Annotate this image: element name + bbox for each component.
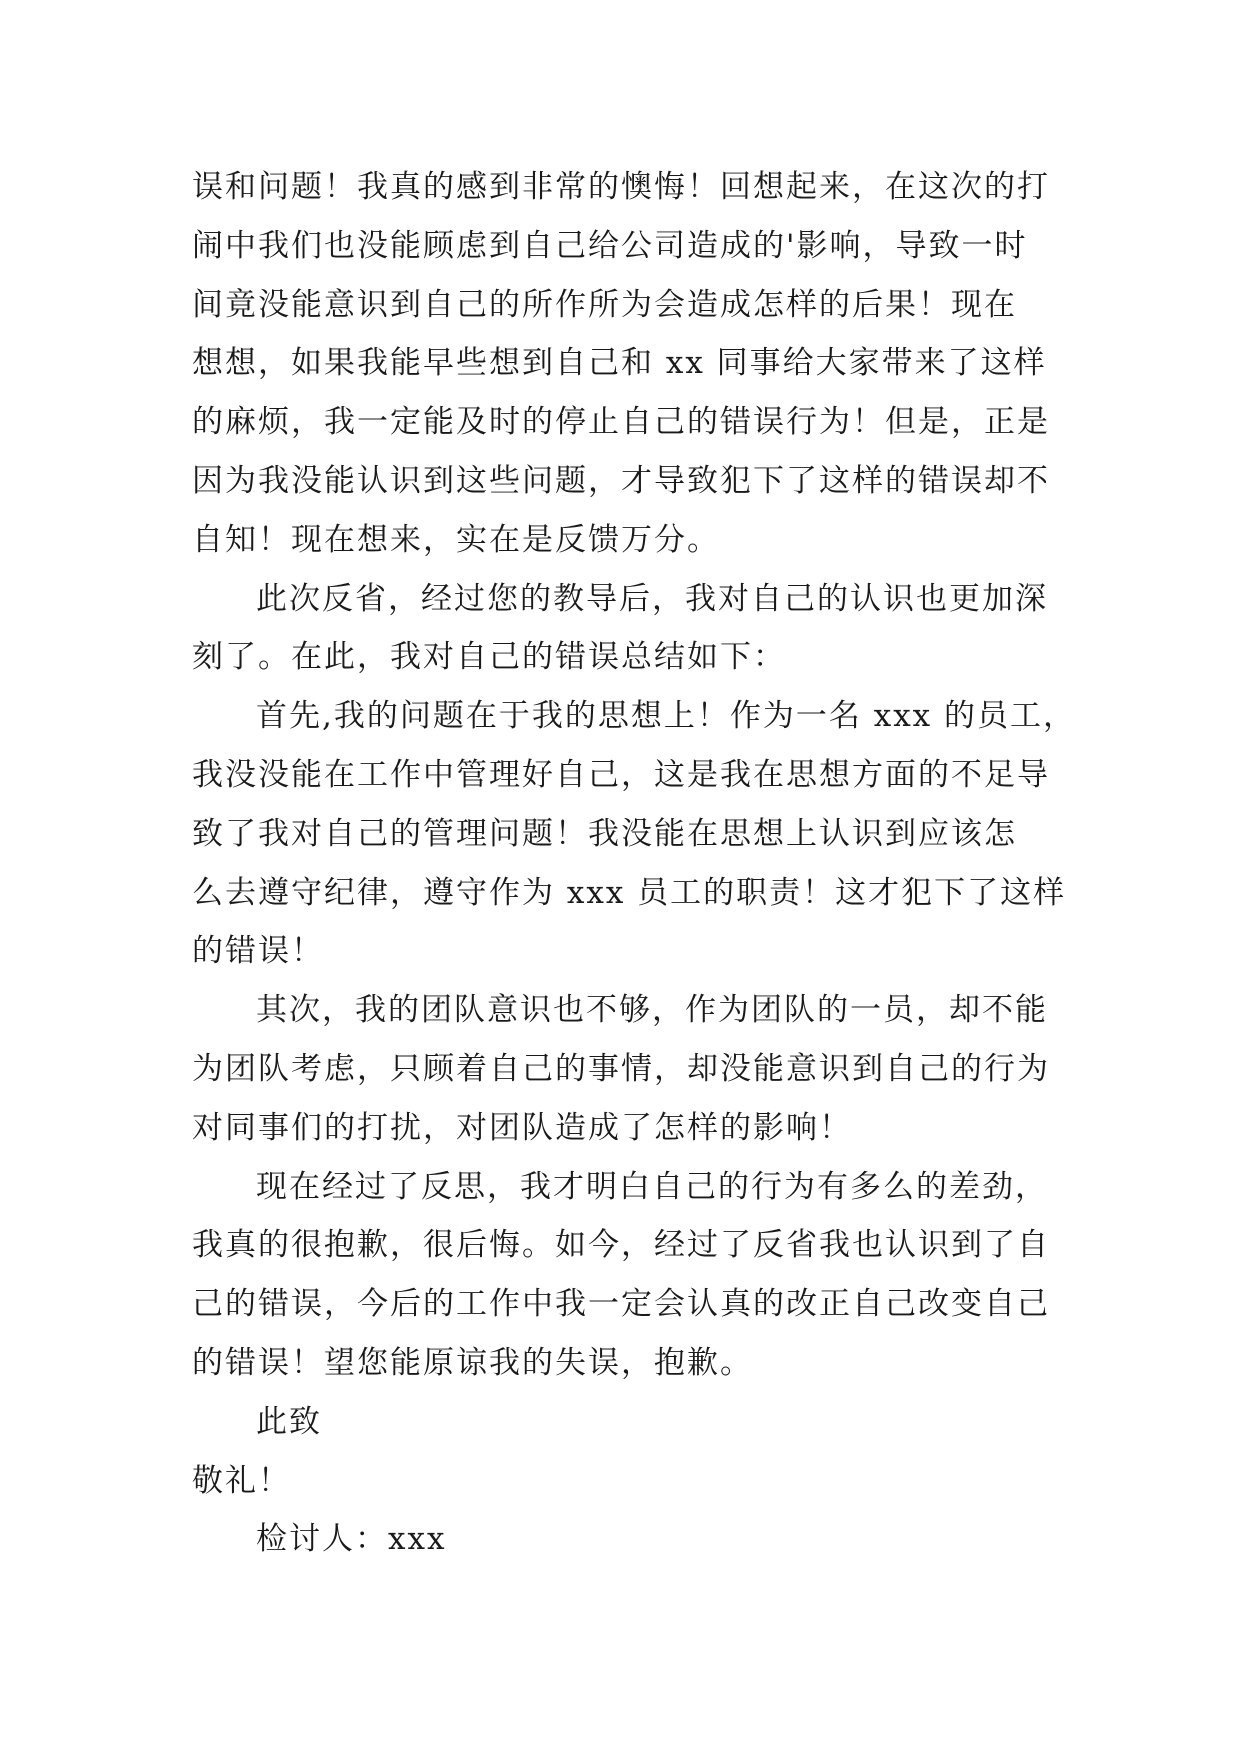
text-line: 对同事们的打扰，对团队造成了怎样的影响！	[192, 1109, 852, 1146]
text-line: 因为我没能认识到这些问题，才导致犯下了这样的错误却不	[192, 462, 1050, 499]
text-line: 么去遵守纪律，遵守作为 xxx 员工的职责！这才犯下了这样	[192, 874, 1067, 911]
closing-salutation: 此致	[256, 1403, 322, 1440]
document-body	[192, 158, 1077, 1569]
text-line: 刻了。在此，我对自己的错误总结如下：	[192, 639, 786, 676]
text-line: 我没没能在工作中管理好自己，这是我在思想方面的不足导	[192, 756, 1050, 793]
text-line: 自知！现在想来，实在是反馈万分。	[192, 521, 720, 558]
text-line: 的错误！	[192, 933, 324, 970]
text-line: 为团队考虑，只顾着自己的事情，却没能意识到自己的行为	[192, 1050, 1050, 1087]
text-line: 我真的很抱歉，很后悔。如今，经过了反省我也认识到了自	[192, 1227, 1050, 1264]
text-line: 己的错误，今后的工作中我一定会认真的改正自己改变自己	[192, 1286, 1050, 1323]
text-line: 间竟没能意识到自己的所作所为会造成怎样的后果！现在	[192, 286, 1017, 323]
signature-line: 检讨人：xxx	[256, 1521, 447, 1558]
text-line: 想想，如果我能早些想到自己和 xx 同事给大家带来了这样	[192, 345, 1047, 382]
text-line: 的错误！望您能原谅我的失误，抱歉。	[192, 1344, 753, 1381]
paragraph-start-line: 此次反省，经过您的教导后，我对自己的认识也更加深	[256, 580, 1048, 617]
paragraph-start-line: 现在经过了反思，我才明白自己的行为有多么的差劲，	[256, 1168, 1048, 1205]
text-line: 致了我对自己的管理问题！我没能在思想上认识到应该怎	[192, 815, 1017, 852]
closing-regards: 敬礼！	[192, 1462, 291, 1499]
paragraph-start-line: 首先,我的问题在于我的思想上！作为一名 xxx 的员工，	[256, 698, 1077, 735]
text-line: 误和问题！我真的感到非常的懊悔！回想起来，在这次的打	[192, 169, 1050, 205]
text-line: 闹中我们也没能顾虑到自己给公司造成的'影响，导致一时	[192, 227, 1028, 264]
paragraph-start-line: 其次，我的团队意识也不够，作为团队的一员，却不能	[256, 992, 1048, 1029]
text-line: 的麻烦，我一定能及时的停止自己的错误行为！但是，正是	[192, 404, 1050, 441]
